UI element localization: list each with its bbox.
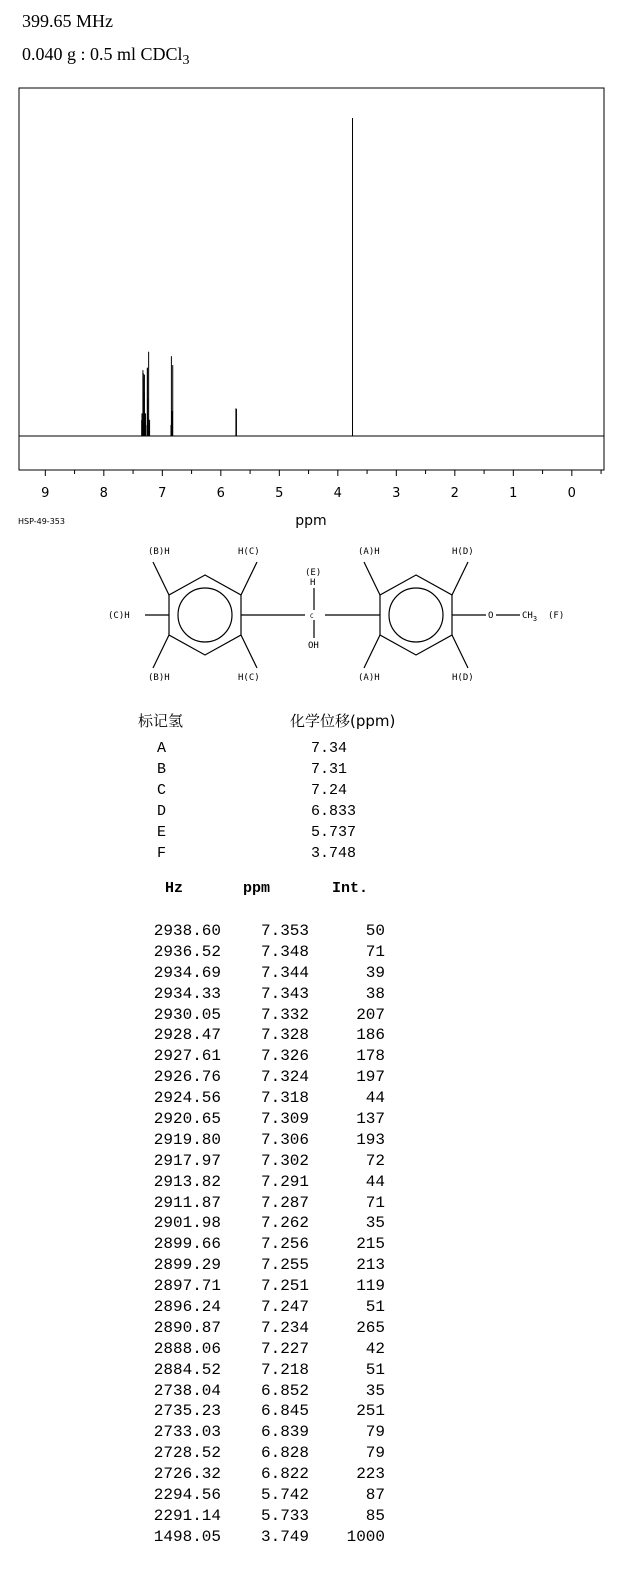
label-bh-bottom: (B)H — [148, 673, 170, 683]
assignment-row — [0, 803, 626, 824]
x-tick-label: 5 — [275, 486, 284, 501]
peak-ppm: 7.306 — [260, 1130, 309, 1149]
peak-row — [0, 1277, 626, 1298]
peak-hz: 2936.52 — [153, 942, 221, 961]
peak-ppm: 5.733 — [260, 1506, 309, 1525]
assignment-label: C — [157, 782, 167, 799]
peak-ppm: 7.332 — [260, 1005, 309, 1024]
x-tick-label: 0 — [567, 486, 576, 501]
peak-hz: 1498.05 — [153, 1527, 221, 1546]
peak-row — [0, 1340, 626, 1361]
peak-intensity: 35 — [365, 1214, 385, 1233]
assignment-header-label: 标记氢 — [138, 712, 184, 730]
label-bh-top: (B)H — [148, 547, 170, 557]
label-ch3-main: CH — [522, 611, 533, 621]
label-ah-bottom: (A)H — [358, 673, 380, 683]
peak-intensity: 85 — [365, 1506, 385, 1525]
peak-intensity: 186 — [356, 1026, 385, 1045]
peak-intensity: 71 — [365, 1193, 385, 1212]
peak-row — [0, 1006, 626, 1027]
peak-hz: 2927.61 — [153, 1047, 221, 1066]
label-ch: (C)H — [108, 611, 130, 621]
peak-row — [0, 1319, 626, 1340]
x-tick-label: 1 — [509, 486, 518, 501]
peak-ppm: 7.227 — [260, 1339, 309, 1358]
peak-intensity: 265 — [356, 1318, 385, 1337]
peak-hz: 2899.29 — [153, 1256, 221, 1275]
sample-text: 0.040 g : 0.5 ml CDCl — [22, 44, 183, 64]
peak-ppm: 6.852 — [260, 1381, 309, 1400]
peak-ppm: 3.749 — [260, 1527, 309, 1546]
peak-ppm: 6.828 — [260, 1444, 309, 1463]
label-o: O — [488, 611, 494, 621]
peak-ppm: 7.234 — [260, 1318, 309, 1337]
spectrometer-frequency: 399.65 MHz — [22, 11, 113, 31]
x-tick-label: 3 — [392, 486, 401, 501]
assignment-shift: 7.24 — [311, 782, 348, 799]
label-hd-bottom: H(D) — [452, 673, 474, 683]
peak-intensity: 178 — [356, 1047, 385, 1066]
peak-ppm: 7.353 — [260, 922, 309, 940]
label-ah-top: (A)H — [358, 547, 380, 557]
peak-hz: 2924.56 — [153, 1089, 221, 1108]
peak-row — [0, 1047, 626, 1068]
peak-intensity: 87 — [365, 1486, 385, 1505]
x-tick-label: 2 — [450, 486, 459, 501]
assignment-label: F — [157, 845, 167, 862]
right-benzene-ring — [380, 575, 452, 655]
sample-subscript: 3 — [182, 53, 190, 68]
x-tick-label: 9 — [41, 486, 50, 501]
peak-row — [0, 1361, 626, 1382]
peak-row — [0, 1194, 626, 1215]
assignment-shift: 5.737 — [311, 824, 357, 841]
peak-hz: 2920.65 — [153, 1110, 221, 1129]
peak-intensity: 39 — [365, 963, 385, 982]
bonds — [145, 562, 520, 668]
peak-ppm: 5.742 — [260, 1486, 309, 1505]
peak-hz: 2919.80 — [153, 1130, 221, 1149]
peak-hz: 2726.32 — [153, 1465, 221, 1484]
x-axis-label: ppm — [295, 513, 327, 529]
assignment-row — [0, 740, 626, 761]
label-ch3-sub: 3 — [532, 615, 538, 623]
peak-ppm: 7.251 — [260, 1277, 309, 1296]
peak-row — [0, 1528, 626, 1549]
peak-ppm: 6.845 — [260, 1402, 309, 1421]
peak-hz: 2917.97 — [153, 1151, 221, 1170]
peak-intensity: 213 — [356, 1256, 385, 1275]
peak-intensity: 44 — [365, 1172, 385, 1191]
peak-ppm: 7.348 — [260, 942, 309, 961]
peak-ppm: 7.309 — [260, 1110, 309, 1129]
nmr-spectrum-chart — [0, 0, 626, 540]
peak-hz: 2913.82 — [153, 1172, 221, 1191]
label-oh: OH — [308, 641, 319, 651]
header-int: Int. — [332, 880, 369, 897]
peak-ppm: 7.328 — [260, 1026, 309, 1045]
peak-ppm: 7.255 — [260, 1256, 309, 1275]
peak-intensity: 119 — [356, 1277, 385, 1296]
reference-id: HSP-49-353 — [18, 517, 65, 526]
peak-row — [0, 1089, 626, 1110]
peak-ppm: 7.324 — [260, 1068, 309, 1087]
peak-row — [0, 985, 626, 1006]
peak-hz: 2896.24 — [153, 1298, 221, 1317]
assignment-label: E — [157, 824, 167, 841]
x-tick-label: 7 — [158, 486, 167, 501]
x-tick-label: 6 — [216, 486, 225, 501]
label-c: C — [310, 613, 314, 620]
label-hc-top: H(C) — [238, 547, 260, 557]
peak-intensity: 79 — [365, 1423, 385, 1442]
peak-hz: 2884.52 — [153, 1360, 221, 1379]
peak-row — [0, 1131, 626, 1152]
peak-row — [0, 1486, 626, 1507]
peak-intensity: 72 — [365, 1151, 385, 1170]
peak-row — [0, 943, 626, 964]
peak-hz: 2928.47 — [153, 1026, 221, 1045]
label-e: (E) — [305, 568, 322, 578]
assignment-shift: 7.31 — [311, 761, 348, 778]
peak-ppm: 7.262 — [260, 1214, 309, 1233]
peak-hz: 2934.33 — [153, 984, 221, 1003]
peak-hz: 2291.14 — [153, 1506, 221, 1525]
peak-hz: 2888.06 — [153, 1339, 221, 1358]
peak-row — [0, 1423, 626, 1444]
peak-row — [0, 1382, 626, 1403]
peak-hz: 2735.23 — [153, 1402, 221, 1421]
plot-frame — [19, 88, 604, 470]
assignment-shift: 6.833 — [311, 803, 357, 820]
label-hc-bottom: H(C) — [238, 673, 260, 683]
peak-ppm: 7.326 — [260, 1047, 309, 1066]
assignment-label: B — [157, 761, 167, 778]
assignment-shift: 3.748 — [311, 845, 357, 862]
peak-hz: 2934.69 — [153, 963, 221, 982]
header-ppm: ppm — [243, 880, 271, 897]
peak-row — [0, 1402, 626, 1423]
peak-intensity: 193 — [356, 1130, 385, 1149]
peak-ppm: 7.291 — [260, 1172, 309, 1191]
assignment-table — [0, 740, 626, 866]
assignment-row — [0, 845, 626, 866]
assignment-row — [0, 782, 626, 803]
peak-intensity: 42 — [365, 1339, 385, 1358]
peak-table — [0, 922, 626, 1549]
peak-ppm: 6.839 — [260, 1423, 309, 1442]
peak-row — [0, 1214, 626, 1235]
peak-ppm: 7.344 — [260, 963, 309, 982]
label-f: (F) — [548, 611, 565, 621]
peak-hz: 2901.98 — [153, 1214, 221, 1233]
label-hd-top: H(D) — [452, 547, 474, 557]
peak-intensity: 51 — [365, 1360, 385, 1379]
assignment-label: A — [157, 740, 167, 757]
peak-ppm: 7.218 — [260, 1360, 309, 1379]
peak-intensity: 38 — [365, 984, 385, 1003]
peak-row — [0, 1068, 626, 1089]
peak-intensity: 251 — [356, 1402, 385, 1421]
peak-row — [0, 1235, 626, 1256]
peak-hz: 2728.52 — [153, 1444, 221, 1463]
peak-intensity: 215 — [356, 1235, 385, 1254]
x-tick-label: 8 — [99, 486, 108, 501]
peak-intensity: 197 — [356, 1068, 385, 1087]
peak-ppm: 7.247 — [260, 1298, 309, 1317]
peak-ppm: 7.287 — [260, 1193, 309, 1212]
peak-hz: 2899.66 — [153, 1235, 221, 1254]
peak-hz: 2294.56 — [153, 1486, 221, 1505]
peak-ppm: 7.256 — [260, 1235, 309, 1254]
peak-row — [0, 964, 626, 985]
x-axis — [41, 470, 601, 501]
peak-ppm: 7.318 — [260, 1089, 309, 1108]
peak-hz: 2890.87 — [153, 1318, 221, 1337]
peak-intensity: 50 — [365, 922, 385, 940]
x-tick-label: 4 — [333, 486, 342, 501]
label-ch3 — [522, 611, 537, 623]
peak-hz: 2930.05 — [153, 1005, 221, 1024]
peak-row — [0, 922, 626, 943]
assignment-row — [0, 824, 626, 845]
header-hz: Hz — [165, 880, 184, 897]
assignment-header-shift: 化学位移(ppm) — [290, 712, 396, 730]
assignment-label: D — [157, 803, 167, 820]
peak-hz: 2897.71 — [153, 1277, 221, 1296]
peak-hz: 2733.03 — [153, 1423, 221, 1442]
assignment-row — [0, 761, 626, 782]
peak-row — [0, 1465, 626, 1486]
assignment-shift: 7.34 — [311, 740, 348, 757]
peak-intensity: 71 — [365, 942, 385, 961]
peak-row — [0, 1026, 626, 1047]
peak-ppm: 6.822 — [260, 1465, 309, 1484]
peak-intensity: 35 — [365, 1381, 385, 1400]
peak-intensity: 207 — [356, 1005, 385, 1024]
peak-row — [0, 1152, 626, 1173]
peak-row — [0, 1110, 626, 1131]
peak-row — [0, 1298, 626, 1319]
peak-intensity: 137 — [356, 1110, 385, 1129]
molecule-structure — [0, 540, 626, 700]
peak-intensity: 44 — [365, 1089, 385, 1108]
peak-lines — [142, 118, 353, 436]
peak-intensity: 223 — [356, 1465, 385, 1484]
label-h: H — [310, 578, 316, 588]
peak-ppm: 7.302 — [260, 1151, 309, 1170]
peak-intensity: 51 — [365, 1298, 385, 1317]
peak-hz: 2911.87 — [153, 1193, 221, 1212]
peak-hz: 2938.60 — [153, 922, 221, 940]
peak-intensity: 1000 — [346, 1527, 385, 1546]
peak-row — [0, 1507, 626, 1528]
peak-hz: 2738.04 — [153, 1381, 221, 1400]
peak-row — [0, 1444, 626, 1465]
left-benzene-ring — [169, 575, 241, 655]
peak-intensity: 79 — [365, 1444, 385, 1463]
peak-ppm: 7.343 — [260, 984, 309, 1003]
peak-row — [0, 1256, 626, 1277]
peak-row — [0, 1173, 626, 1194]
peak-hz: 2926.76 — [153, 1068, 221, 1087]
